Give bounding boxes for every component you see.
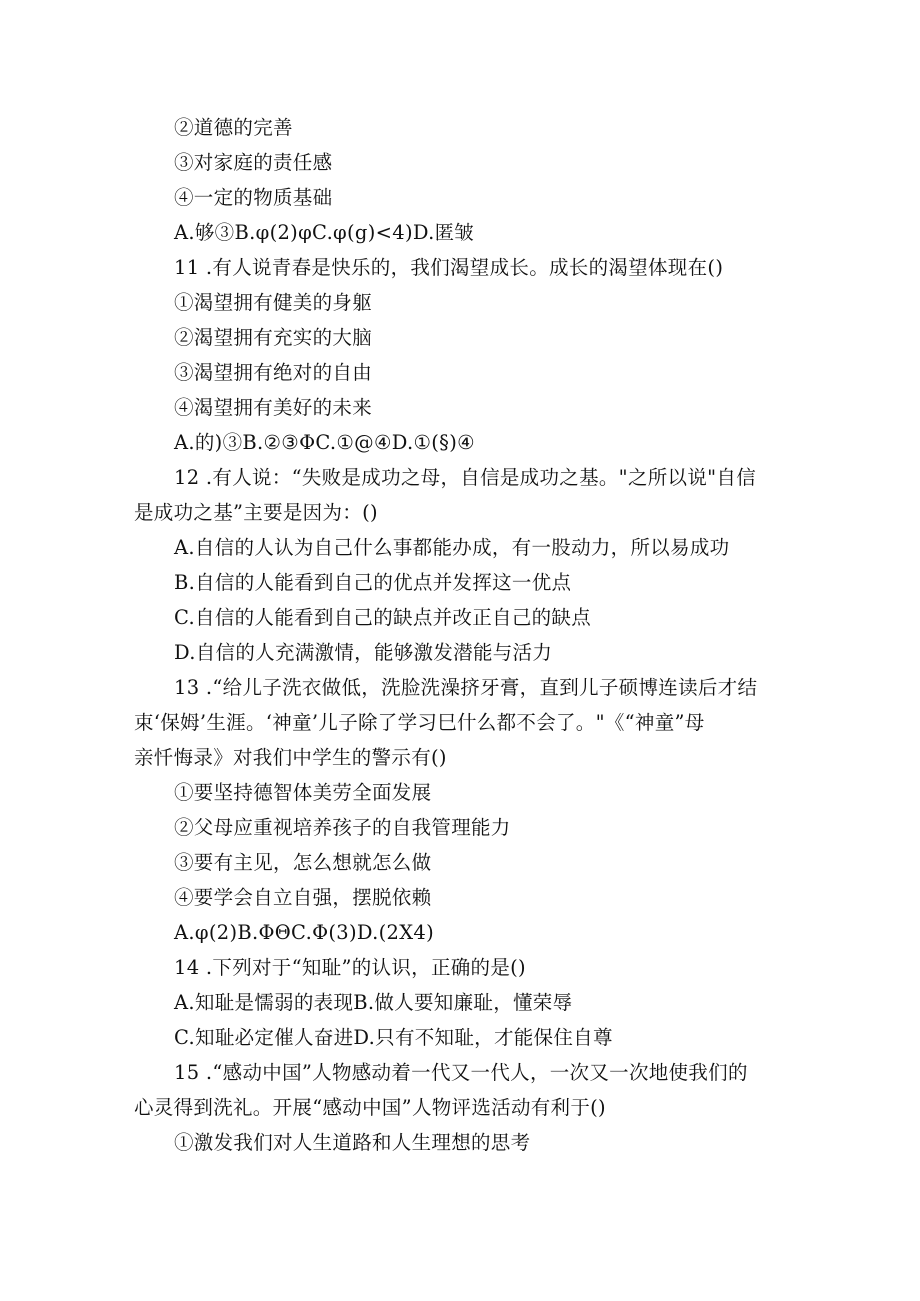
text-line: B.自信的人能看到自己的优点并发挥这一优点 bbox=[174, 571, 572, 594]
answer-options-line: A.够③B.φ(2)φC.φ(g)<4)D.匿皱 bbox=[174, 221, 475, 244]
answer-options-line: A.的)③B.②③ΦC.①@④D.①(§)④ bbox=[174, 431, 475, 454]
text-line: ③对家庭的责任感 bbox=[174, 151, 333, 174]
question-15-stem: 15 .“感动中国”人物感动着一代又一代人，一次又一次地使我们的 bbox=[174, 1061, 748, 1084]
text-line: ①激发我们对人生道路和人生理想的思考 bbox=[174, 1131, 531, 1154]
text-line: ②道德的完善 bbox=[174, 116, 293, 139]
text-line: D.自信的人充满激情，能够激发潜能与活力 bbox=[174, 641, 553, 664]
answer-options-line: A.φ(2)B.ΦΘC.Φ(3)D.(2X4) bbox=[174, 921, 435, 944]
text-line: A.自信的人认为自己什么事都能办成，有一股动力，所以易成功 bbox=[174, 536, 730, 559]
question-13-stem-continued: 束‘保姆’生涯。‘神童’儿子除了学习巳什么都不会了。"《“神童”母 bbox=[134, 711, 705, 734]
question-15-stem-continued: 心灵得到洗礼。开展“感动中国”人物评选活动有利于() bbox=[134, 1096, 606, 1119]
text-line: C.知耻必定催人奋进D.只有不知耻，才能保住自尊 bbox=[174, 1026, 613, 1049]
question-13-stem-continued: 亲忏悔录》对我们中学生的警示有() bbox=[134, 746, 447, 769]
text-line: A.知耻是懦弱的表现B.做人要知廉耻，懂荣辱 bbox=[174, 991, 573, 1014]
question-11-stem: 11 .有人说青春是快乐的，我们渴望成长。成长的渴望体现在() bbox=[174, 256, 724, 279]
question-12-stem-continued: 是成功之基”主要是因为：() bbox=[134, 501, 378, 524]
text-line: ①要坚持德智体美劳全面发展 bbox=[174, 781, 432, 804]
text-line: ③要有主见，怎么想就怎么做 bbox=[174, 851, 432, 874]
text-line: ①渴望拥有健美的身躯 bbox=[174, 291, 373, 314]
text-line: ④一定的物质基础 bbox=[174, 186, 333, 209]
text-line: ②父母应重视培养孩子的自我管理能力 bbox=[174, 816, 511, 839]
question-13-stem: 13 .“给儿子洗衣做低，洗脸洗澡挤牙膏，直到儿子硕博连读后才结 bbox=[174, 676, 758, 699]
question-12-stem: 12 .有人说：“失败是成功之母，自信是成功之基。"之所以说"自信 bbox=[174, 466, 757, 489]
text-line: C.自信的人能看到自己的缺点并改正自己的缺点 bbox=[174, 606, 592, 629]
text-line: ④要学会自立自强，摆脱依赖 bbox=[174, 886, 432, 909]
text-line: ③渴望拥有绝对的自由 bbox=[174, 361, 373, 384]
text-line: ②渴望拥有充实的大脑 bbox=[174, 326, 373, 349]
question-14-stem: 14 .下列对于“知耻”的认识，正确的是() bbox=[174, 956, 526, 979]
text-line: ④渴望拥有美好的未来 bbox=[174, 396, 373, 419]
